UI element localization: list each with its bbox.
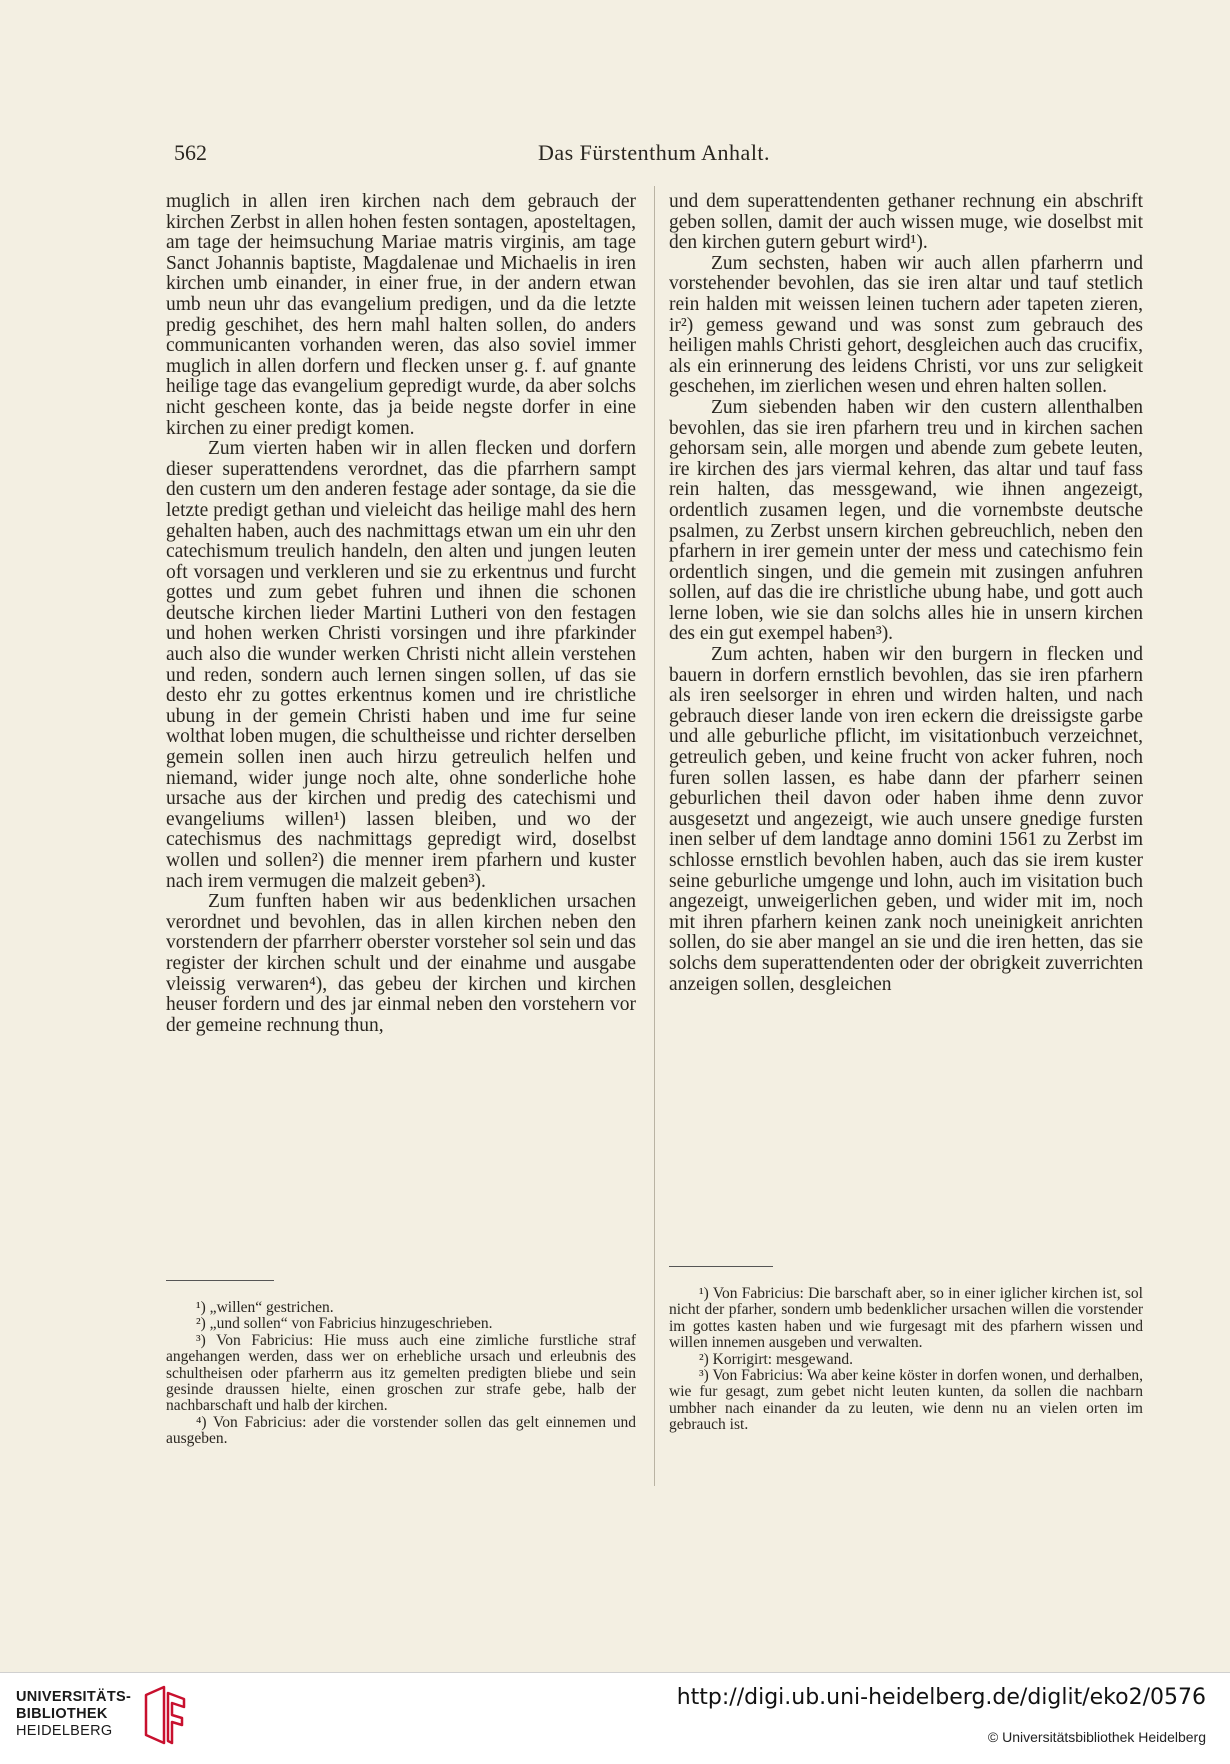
paragraph: Zum sechsten, haben wir auch allen pfarherrn und vorstehender bevohlen, das sie iren altar und tauf stetlich rein halden mit weissen leinen tuchern ader tapeten zieren, ir²) gemess gewand und was sonst zum gebrauch des heiligen mahls Christi gehort, desgleichen auch das crucifix, als ein erinnerung des leidens Christi, vor uns zur seligkeit geschehen, im zierlichen wesen und ehren halten sollen.: [669, 252, 1143, 398]
footnote: ²) „und sollen“ von Fabricius hinzugeschrieben.: [196, 1315, 493, 1333]
logo-text-line1: UNIVERSITÄTS-: [16, 1689, 132, 1705]
paragraph: Zum siebenden haben wir den custern allenthalben bevohlen, das sie iren pfarhern treu und in kirchen sachen gehorsam sein, alle morgen und abende zum gebete leuten, ire kirchen des jars viermal kehren, das altar und tauf fass rein halten, das messgewand, wie ihnen angezeigt, ordentlich zusamen legen, und die vornembste deutsche psalmen, zu Zerbst unsern kirchen gebreuchlich, neben den pfarhern in irer gemein unter der mess und catechismo fein ordentlich singen, und die gemein mit zusingen anfuhren sollen, auf das die ire christliche ubung habe, und gott auch lerne loben, wie sie dan solchs alles hie in unsern kirchen des ein gut exempel haben³).: [669, 396, 1143, 645]
copyright-notice: © Universitätsbibliothek Heidelberg: [987, 1729, 1206, 1745]
permalink-url[interactable]: http://digi.ub.uni-heidelberg.de/diglit/eko2/0576: [676, 1685, 1206, 1710]
left-column: [166, 192, 636, 1036]
footnote: ³) Von Fabricius: Wa aber keine köster in dorfen wonen, und derhalben, wie fur gesagt, zum gebet nicht leuten kunten, da sollen die nachbarn umbher nach einander da zu leuten, wie denn nu an vielen orten im gebrauch ist.: [669, 1367, 1143, 1434]
footnote: ¹) „willen“ gestrichen.: [196, 1299, 334, 1316]
paragraph: Zum vierten haben wir in allen flecken und dorfern dieser superattendens verordnet, das die pfarrhern sampt den custern um den anderen festage ader sontage, da sie die letzte predigt gethan und vieleicht das heilige mahl des hern gehalten haben, auch des nachmittags etwan um ein uhr den catechismum treulich handeln, den alten und jungen leuten oft vorsagen und verkleren und sie zu erkentnus und furcht gottes und zum gebet fuhren und ihnen die schonen deutsche kirchen lieder Martini Lutheri von den festagen und hohen werken Christi vorsingen und ihre pfarkinder auch also die wunder werken Christi nicht allein verstehen und reden, sondern auch lernen singen sollen, uf das sie desto ehr zu gottes erkentnus komen und ire christliche ubung in der gemein Christi haben und ime fur seine wolthat loben mugen, die schultheisse und richter derselben gemein sollen inen auch hirzu getreulich helfen und niemand, wider junge noch alte, ohne sonderliche hohe ursache aus der kirchen und predig des catechismi und evangeliums willen¹) lassen bleiben, und wo der catechismus des nachmittags gepredigt wird, doselbst wollen und sollen²) die menner irem pfarhern und kuster nach irem vermugen die malzeit geben³).: [166, 438, 636, 892]
library-logo[interactable]: [16, 1689, 206, 1749]
paragraph: muglich in allen iren kirchen nach dem gebrauch der kirchen Zerbst in allen hohen festen sontagen, aposteltagen, am tage der heimsuchung Mariae matris virginis, am tage Sanct Johannis baptiste, Magdalenae und Michaelis in iren kirchen umb einander, in einer frue, in der andern etwan umb neun uhr das evangelium predigen, und da die letzte predig geschihet, des hern mahl halten sollen, do anders communicanten vorhanden weren, das also soviel immer muglich in allen dorfern und flecken unser g. f. auf gnante heilige tage das evangelium gepredigt wurde, da aber solchs nicht gescheen konte, das ja beide negste dorfer in eine kirchen zu einer predigt komen.: [166, 191, 636, 439]
paragraph: und dem superattendenten gethaner rechnung ein abschrift geben sollen, damit der auch wissen muge, wie doselbst mit den kirchen gutern geburt wird¹).: [669, 191, 1143, 254]
library-logo-mark-icon: [142, 1685, 188, 1747]
footnote-rule: [166, 1280, 274, 1281]
column-divider: [654, 186, 655, 1486]
left-footnotes: [166, 1300, 636, 1448]
right-column: [669, 192, 1143, 995]
running-title: Das Fürstenthum Anhalt.: [537, 140, 771, 165]
footnote: ²) Korrigirt: mesgewand.: [699, 1350, 854, 1368]
paragraph: Zum funften haben wir aus bedenklichen ursachen verordnet und bevohlen, das in allen kirchen neben den vorstendern der pfarrherr oberster vorsteher sol sein und das register der kirchen schult und der einahme und ausgabe vleissig verwaren⁴), das gebeu der kirchen und kirchen heuser fordern und des jar einmal neben den vorstehern vor der gemeine rechnung thun,: [166, 891, 636, 1036]
right-footnotes: [669, 1286, 1143, 1434]
page-number: 562: [174, 140, 207, 165]
paragraph: Zum achten, haben wir den burgern in flecken und bauern in dorfern ernstlich bevohlen, das sie iren pfarhern als iren seelsorger in ehren und wirden halten, und nach gebrauch dieser lande von iren eckern die dreissigste garbe und alle geburliche pflicht, im visitationbuch verzeichnet, getreulich geben, und keine frucht von acker fuhren, noch furen sollen lassen, es habe dann der pfarherr seinen geburlichen theil davon oder haben ihme denn zuvor ausgesetzt und angezeigt, wie auch unsere gnedige fursten inen selber uf dem landtage anno domini 1561 zu Zerbst im schlosse ernstlich bevohlen haben, auch das sie irem kuster seine geburliche umgenge und lohn, auch im visitation buch angezeigt, unweigerlichen geben, und wider mit im, noch mit ihren pfarhern keinen zank noch uneinigkeit anrichten sollen, do sie aber mangel an sie und die iren hetten, das sie solchs dem superattendenten oder der obrigkeit zuverrichten anzeigen sollen, desgleichen: [669, 644, 1143, 995]
logo-text-line2: BIBLIOTHEK: [16, 1706, 108, 1722]
logo-text-line3: HEIDELBERG: [16, 1723, 113, 1739]
footnote: ³) Von Fabricius: Hie muss auch eine zimliche furstliche straf angehangen werden, dass wer on erhebliche ursach und erleubnis des schultheisen oder pfarherrn aus itz gemelten predigten bliebe und sein gesinde draussen hielte, einen groschen zur strafe gebe, halb der nachbarschaft und halb der kirchen.: [166, 1331, 636, 1415]
library-footer: [0, 1672, 1230, 1764]
footnote: ⁴) Von Fabricius: ader die vorstender sollen das gelt einnemen und ausgeben.: [166, 1413, 636, 1448]
footnote: ¹) Von Fabricius: Die barschaft aber, so in einer iglicher kirchen ist, sol nicht der pfarher, sondern umb bedenklicher ursachen willen die vorstender im gottes kasten haben und wie furgesagt mit des pfarhern wissen und willen innemen ausgeben und verwalten.: [669, 1285, 1143, 1352]
footnote-rule: [669, 1266, 773, 1267]
page-header: [164, 140, 1144, 170]
